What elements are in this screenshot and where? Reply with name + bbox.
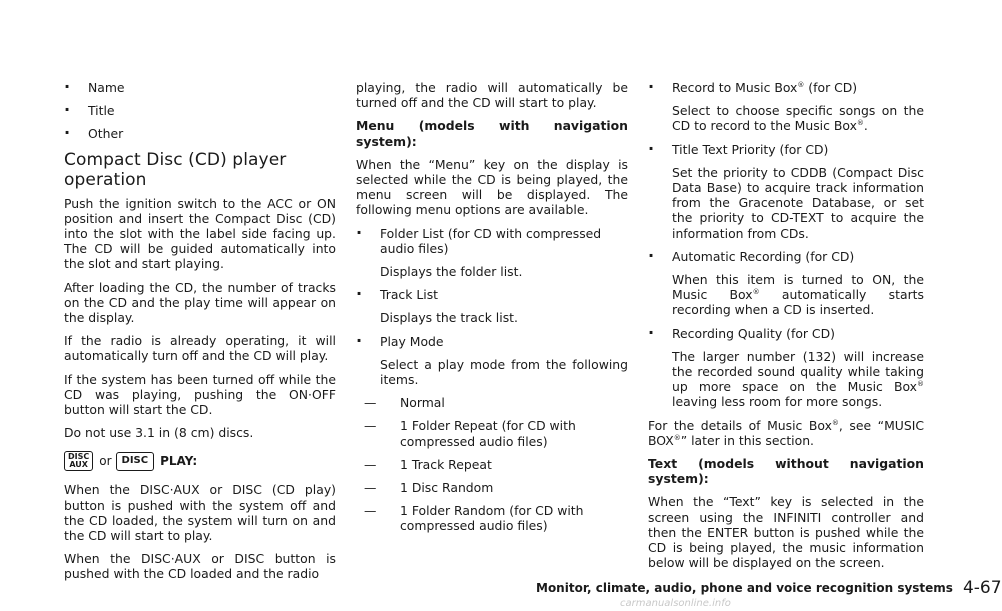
registered-mark: ® bbox=[856, 119, 864, 128]
mode-item bbox=[364, 457, 628, 472]
list-item: . Play Mode bbox=[356, 334, 628, 349]
list-item: . Automatic Recording (for CD) bbox=[648, 249, 924, 264]
list-item: . Recording Quality (for CD) bbox=[648, 326, 924, 341]
list-item-label-tail: (for CD) bbox=[804, 80, 858, 95]
list-item: . Folder List (for CD with compressed audio files) bbox=[356, 226, 628, 256]
list-item-label: Record to Music Box bbox=[672, 80, 798, 95]
list-item-description: Select a play mode from the following items. bbox=[380, 356, 628, 388]
mode-text: 1 Track Repeat bbox=[400, 456, 492, 472]
paragraph: When the “Text” key is selected in the screen using the INFINITI controller and then the ENTER button is pushed while the CD is being played, the music information below will be displayed on the screen. bbox=[648, 494, 924, 571]
paragraph: When the DISC·AUX or DISC button is pushed with the CD loaded and the radio bbox=[64, 551, 336, 582]
paragraph-text: , see “MUSIC BOX bbox=[648, 417, 924, 448]
paragraph-text: For the details of Music Box bbox=[648, 417, 832, 433]
watermark: carmanualsonline.info bbox=[620, 598, 731, 609]
paragraph-text: ” later in this section. bbox=[680, 432, 814, 448]
menu-heading: Menu (models with navigation system): bbox=[356, 118, 628, 149]
footer-section-title: Monitor, climate, audio, phone and voice recognition systems bbox=[536, 581, 953, 595]
disc-aux-button-bottom: AUX bbox=[69, 460, 88, 470]
dash-mark: — bbox=[364, 480, 377, 496]
registered-mark: ® bbox=[797, 80, 805, 89]
description-text: Select to choose specific songs on the CD to record to the Music Box bbox=[672, 103, 924, 134]
paragraph: Do not use 3.1 in (8 cm) discs. bbox=[64, 425, 254, 441]
mode-item bbox=[364, 480, 628, 495]
description-text: The larger number (132) will increase the recorded sound quality while taking up more space on the Music Box bbox=[672, 348, 924, 395]
mode-item bbox=[364, 418, 628, 448]
mode-text: 1 Disc Random bbox=[400, 480, 494, 496]
column-3 bbox=[648, 80, 924, 578]
mode-text: 1 Folder Repeat (for CD with compressed audio files) bbox=[400, 418, 576, 449]
list-item-description: Set the priority to CDDB (Compact Disc Data Base) to acquire track information from the Gracenote Database, or set the priority to CD-TEXT to acquire the information from CDs. bbox=[672, 164, 924, 241]
mode-item bbox=[364, 503, 628, 533]
mode-text: Normal bbox=[400, 395, 445, 411]
list-item: . Title bbox=[64, 103, 336, 118]
paragraph: If the radio is already operating, it will automatically turn off and the CD will play. bbox=[64, 333, 336, 364]
description-text: leaving less room for more songs. bbox=[672, 394, 883, 410]
list-item-description bbox=[648, 103, 924, 133]
paragraph: Push the ignition switch to the ACC or ON position and insert the Compact Disc (CD) into the slot with the label side facing up. The CD will be guided automatically into the slot and start playing. bbox=[64, 195, 336, 272]
disc-button-label: DISC bbox=[121, 455, 149, 467]
description-text: When this item is turned to ON, the Music Box bbox=[672, 272, 924, 303]
column-1 bbox=[64, 80, 336, 590]
list-item-description: Displays the track list. bbox=[380, 310, 518, 326]
paragraph: After loading the CD, the number of tracks on the CD and the play time will appear on the display. bbox=[64, 279, 336, 326]
mode-text: 1 Folder Random (for CD with compressed audio files) bbox=[400, 503, 584, 534]
play-label: PLAY: bbox=[160, 453, 198, 468]
registered-mark: ® bbox=[673, 433, 681, 442]
disc-aux-button-icon bbox=[64, 451, 93, 471]
text-heading: Text (models without navigation system): bbox=[648, 456, 924, 487]
page-number: 4-67 bbox=[962, 578, 1002, 598]
description-text: automatically starts recording when a CD is inserted. bbox=[672, 287, 924, 318]
list-item-description bbox=[648, 272, 924, 318]
period: . bbox=[863, 118, 868, 134]
list-item-description: Displays the folder list. bbox=[380, 264, 523, 280]
list-item: . Title Text Priority (for CD) bbox=[648, 142, 924, 157]
dash-mark: — bbox=[364, 418, 377, 434]
dash-mark: — bbox=[364, 395, 377, 411]
registered-mark: ® bbox=[831, 418, 839, 427]
or-label: or bbox=[99, 453, 112, 468]
column-2 bbox=[356, 80, 628, 542]
registered-mark: ® bbox=[752, 288, 760, 297]
paragraph bbox=[648, 418, 924, 448]
disc-button-icon bbox=[116, 452, 155, 471]
paragraph: playing, the radio will automatically be turned off and the CD will start to play. bbox=[356, 80, 628, 111]
list-item: . Other bbox=[64, 126, 336, 141]
paragraph: When the DISC·AUX or DISC (CD play) button is pushed with the system off and the CD loaded, the system will turn on and the CD will start to play. bbox=[64, 482, 336, 544]
list-item: . Track List bbox=[356, 287, 628, 302]
list-item-description bbox=[648, 349, 924, 410]
mode-item bbox=[364, 395, 628, 410]
list-item bbox=[648, 80, 924, 95]
paragraph: If the system has been turned off while the CD was playing, pushing the ON·OFF button will start the CD. bbox=[64, 371, 336, 418]
disc-aux-button-top: DISC bbox=[68, 452, 90, 462]
button-legend bbox=[64, 448, 336, 474]
dash-mark: — bbox=[364, 503, 377, 519]
list-item: . Name bbox=[64, 80, 336, 95]
page-footer bbox=[536, 578, 1002, 598]
registered-mark: ® bbox=[917, 380, 924, 389]
section-heading: Compact Disc (CD) player operation bbox=[64, 149, 287, 190]
paragraph: When the “Menu” key on the display is selected while the CD is being played, the menu screen will be displayed. The following menu options are available. bbox=[356, 156, 628, 218]
dash-mark: — bbox=[364, 456, 377, 472]
